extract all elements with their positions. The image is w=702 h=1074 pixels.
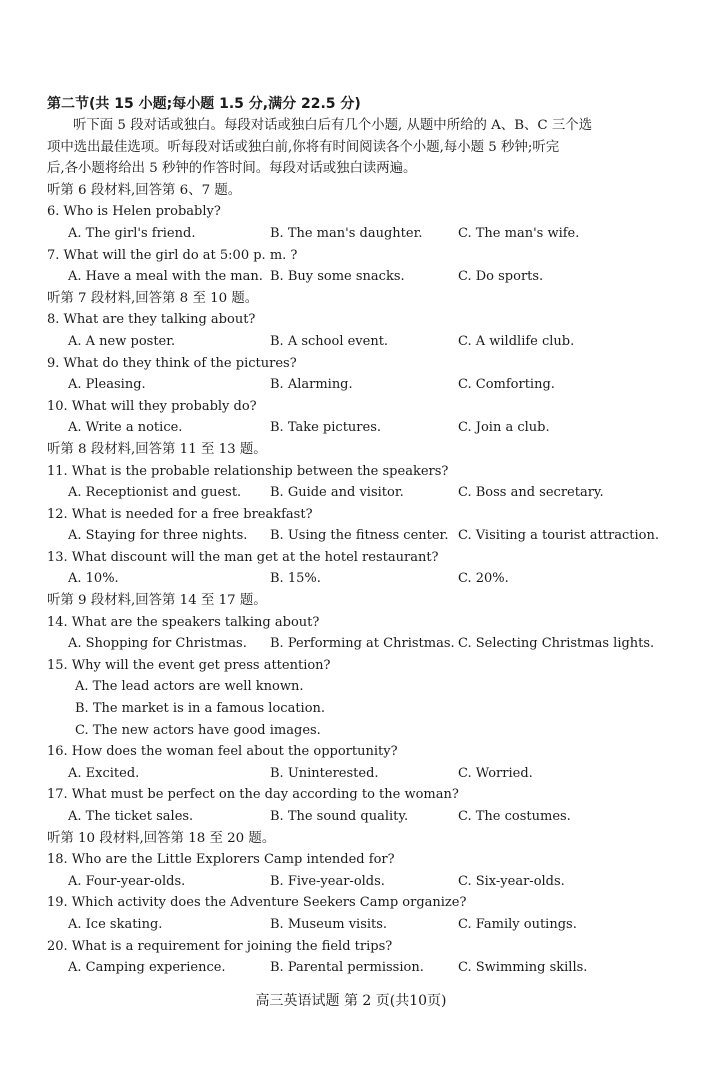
answer-option[interactable]: B. Buy some snacks. <box>270 269 405 285</box>
answer-option[interactable]: B. Uninterested. <box>270 765 379 781</box>
answer-option[interactable]: B. The sound quality. <box>270 809 409 824</box>
answer-option[interactable]: C. Join a club. <box>458 420 550 436</box>
answer-option[interactable]: A. Pleasing. <box>68 377 146 393</box>
option-row <box>47 482 662 504</box>
question-stem: 14. What are the speakers talking about? <box>47 614 320 630</box>
option-row <box>47 525 662 547</box>
section-title: 第二节(共 15 小题;每小题 1.5 分,满分 22.5 分) <box>47 96 361 112</box>
question-blocks <box>47 180 662 979</box>
option-row <box>47 374 662 396</box>
option-row <box>47 871 662 893</box>
question-stem: 16. How does the woman feel about the opportunity? <box>47 744 398 760</box>
material-header: 听第 7 段材料,回答第 8 至 10 题。 <box>47 290 259 306</box>
answer-option[interactable]: B. A school event. <box>270 333 389 349</box>
answer-option[interactable]: A. A new poster. <box>68 333 176 349</box>
question-stem: 20. What is a requirement for joining the field trips? <box>47 938 393 954</box>
answer-option[interactable]: A. Receptionist and guest. <box>68 485 242 501</box>
answer-option[interactable]: C. Six-year-olds. <box>458 873 565 889</box>
question-stem: 6. Who is Helen probably? <box>47 204 221 220</box>
answer-option[interactable]: C. Visiting a tourist attraction. <box>458 528 659 544</box>
answer-option[interactable]: C. The man's wife. <box>458 225 580 241</box>
instruction-line: 听下面 5 段对话或独白。每段对话或独白后有几个小题, 从题中所给的 A、B、C 三个选 <box>73 118 593 133</box>
answer-option[interactable]: B. The man's daughter. <box>270 225 423 241</box>
answer-option[interactable]: B. The market is in a famous location. <box>75 701 326 717</box>
option-row <box>47 763 662 785</box>
question-stem: 9. What do they think of the pictures? <box>47 355 297 371</box>
question-stem: 11. What is the probable relationship between the speakers? <box>47 463 449 479</box>
option-row <box>47 331 662 353</box>
option-row <box>47 720 662 742</box>
option-row <box>47 676 662 698</box>
answer-option[interactable]: B. Using the fitness center. <box>270 528 449 544</box>
section-instructions <box>47 115 662 180</box>
option-row <box>47 633 662 655</box>
answer-option[interactable]: A. Camping experience. <box>68 960 226 976</box>
answer-option[interactable]: C. The new actors have good images. <box>75 722 321 738</box>
answer-option[interactable]: C. A wildlife club. <box>458 333 575 349</box>
answer-option[interactable]: A. The lead actors are well known. <box>75 679 304 695</box>
material-header: 听第 8 段材料,回答第 11 至 13 题。 <box>47 441 267 457</box>
instruction-line: 项中选出最佳选项。听每段对话或独白前,你将有时间阅读各个小题,每小题 5 秒钟;听完 <box>47 139 560 155</box>
option-row <box>47 914 662 936</box>
answer-option[interactable]: C. Family outings. <box>458 916 577 932</box>
answer-option[interactable]: C. Comforting. <box>458 377 555 393</box>
answer-option[interactable]: B. Museum visits. <box>270 916 388 932</box>
answer-option[interactable]: A. Write a notice. <box>68 420 183 436</box>
question-stem: 15. Why will the event get press attention? <box>47 657 331 673</box>
answer-option[interactable]: B. Performing at Christmas. <box>270 636 455 652</box>
option-row <box>47 266 662 288</box>
answer-option[interactable]: B. Take pictures. <box>270 420 382 436</box>
answer-option[interactable]: A. 10%. <box>68 571 119 587</box>
question-stem: 17. What must be perfect on the day according to the woman? <box>47 787 459 803</box>
page-footer: 高三英语试题 第 2 页(共10页) <box>255 993 447 1009</box>
question-stem: 19. Which activity does the Adventure Seekers Camp organize? <box>47 895 467 911</box>
answer-option[interactable]: C. Selecting Christmas lights. <box>458 636 655 652</box>
answer-option[interactable]: A. Shopping for Christmas. <box>68 636 247 652</box>
answer-option[interactable]: B. Alarming. <box>270 377 353 393</box>
material-header: 听第 9 段材料,回答第 14 至 17 题。 <box>47 593 267 609</box>
option-row <box>47 698 662 720</box>
answer-option[interactable]: A. The girl's friend. <box>68 225 196 241</box>
answer-option[interactable]: A. Have a meal with the man. <box>68 269 263 285</box>
option-row <box>47 957 662 979</box>
answer-option[interactable]: A. Staying for three nights. <box>68 528 248 544</box>
answer-option[interactable]: A. Four-year-olds. <box>68 873 186 889</box>
answer-option[interactable]: C. Worried. <box>458 765 533 781</box>
option-row <box>47 417 662 439</box>
answer-option[interactable]: B. 15%. <box>270 571 321 587</box>
answer-option[interactable]: C. Boss and secretary. <box>458 485 604 501</box>
option-row <box>47 223 662 245</box>
material-header: 听第 10 段材料,回答第 18 至 20 题。 <box>47 830 276 846</box>
answer-option[interactable]: C. 20%. <box>458 571 509 587</box>
question-stem: 7. What will the girl do at 5:00 p. m. ? <box>47 247 298 263</box>
question-stem: 12. What is needed for a free breakfast? <box>47 506 313 522</box>
question-stem: 10. What will they probably do? <box>47 398 257 414</box>
material-header: 听第 6 段材料,回答第 6、7 题。 <box>47 182 242 198</box>
answer-option[interactable]: C. Do sports. <box>458 269 544 285</box>
answer-option[interactable]: A. The ticket sales. <box>68 809 194 824</box>
answer-option[interactable]: B. Five-year-olds. <box>270 873 385 889</box>
answer-option[interactable]: A. Excited. <box>68 765 140 781</box>
answer-option[interactable]: A. Ice skating. <box>68 916 163 932</box>
question-stem: 8. What are they talking about? <box>47 312 256 328</box>
question-stem: 18. Who are the Little Explorers Camp intended for? <box>47 852 395 868</box>
answer-option[interactable]: C. Swimming skills. <box>458 960 588 976</box>
answer-option[interactable]: C. The costumes. <box>458 809 571 824</box>
answer-option[interactable]: B. Guide and visitor. <box>270 485 404 501</box>
answer-option[interactable]: B. Parental permission. <box>270 960 424 976</box>
question-stem: 13. What discount will the man get at the hotel restaurant? <box>47 549 439 565</box>
option-row <box>47 806 662 828</box>
option-row <box>47 568 662 590</box>
instruction-line: 后,各小题将给出 5 秒钟的作答时间。每段对话或独白读两遍。 <box>47 161 417 177</box>
